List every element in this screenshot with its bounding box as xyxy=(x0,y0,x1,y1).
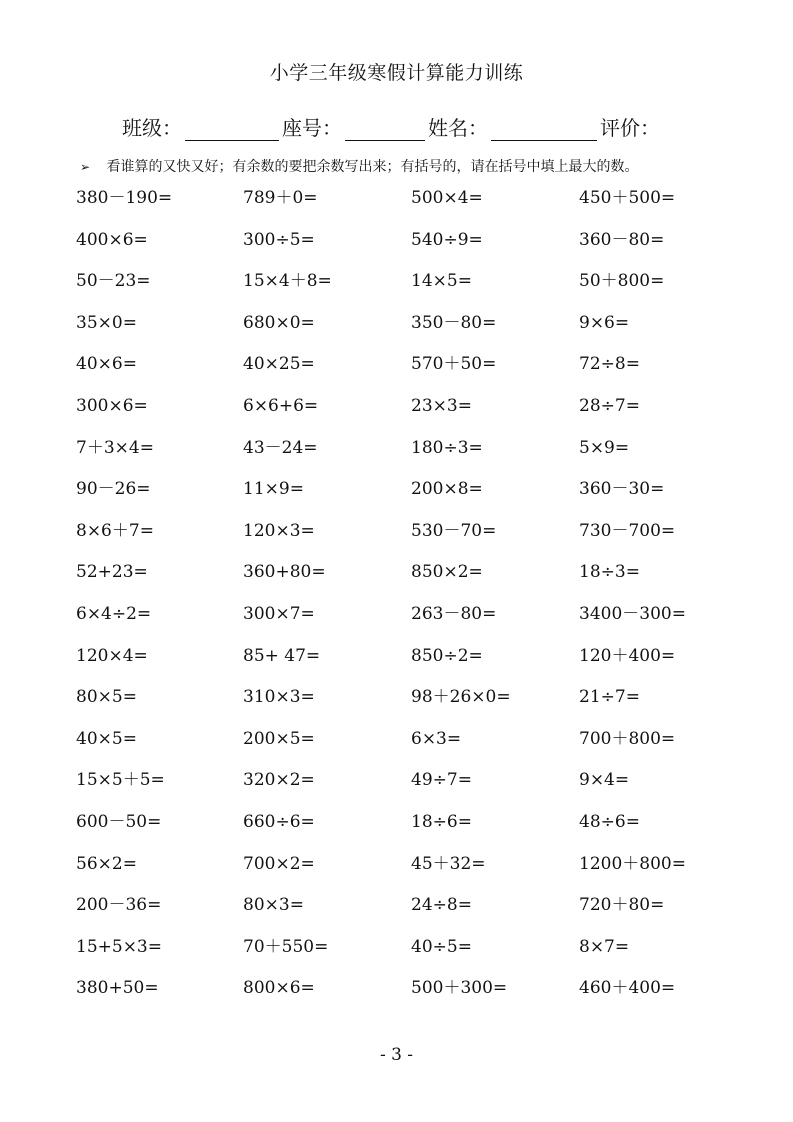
problem-item: 400×6= xyxy=(76,229,148,250)
problem-item: 680×0= xyxy=(243,312,315,333)
problem-item: 300×6= xyxy=(76,395,148,416)
problem-item: 800×6= xyxy=(243,978,315,999)
problem-item: 70＋550= xyxy=(243,936,329,957)
problem-item: 24÷8= xyxy=(411,895,472,916)
problem-item: 50＋800= xyxy=(579,271,665,292)
problem-item: 360－30= xyxy=(579,479,665,500)
problem-item: 540÷9= xyxy=(411,229,483,250)
problem-item: 11×9= xyxy=(243,479,304,500)
problem-item: 700＋800= xyxy=(579,728,676,749)
arrow-bullet-icon: ➢ xyxy=(80,160,91,174)
problem-item: 180÷3= xyxy=(411,437,483,458)
problem-item: 8×6＋7= xyxy=(76,520,154,541)
problem-item: 360－80= xyxy=(579,229,665,250)
class-blank[interactable] xyxy=(185,120,279,141)
problem-item: 9×4= xyxy=(579,770,630,791)
problem-item: 52+23= xyxy=(76,562,148,583)
problem-item: 1200＋800= xyxy=(579,853,686,874)
problem-item: 380－190= xyxy=(76,188,173,208)
problem-item: 850÷2= xyxy=(411,645,483,666)
problem-item: 40×25= xyxy=(243,354,315,375)
name-blank[interactable] xyxy=(491,120,597,141)
problem-item: 120×4= xyxy=(76,645,148,666)
problem-item: 3400－300= xyxy=(579,603,686,624)
page-number: - 3 - xyxy=(379,1045,414,1065)
problem-item: 120×3= xyxy=(243,520,315,541)
problem-item: 320×2= xyxy=(243,770,315,791)
problem-item: 80×5= xyxy=(76,687,137,708)
evaluation-label: 评价： xyxy=(600,116,660,140)
problem-item: 660÷6= xyxy=(243,811,315,832)
problem-item: 15×5＋5= xyxy=(76,770,165,791)
problem-item: 50－23= xyxy=(76,271,151,292)
problem-item: 35×0= xyxy=(76,312,137,333)
problem-item: 500×4= xyxy=(411,188,483,208)
problem-item: 570＋50= xyxy=(411,354,497,375)
problem-item: 263－80= xyxy=(411,603,497,624)
problem-item: 40×5= xyxy=(76,728,137,749)
problem-item: 360+80= xyxy=(243,562,326,583)
problem-item: 15+5×3= xyxy=(76,936,162,957)
instruction xyxy=(80,156,639,176)
problem-item: 90－26= xyxy=(76,479,151,500)
problem-item: 15×4＋8= xyxy=(243,271,332,292)
problem-item: 72÷8= xyxy=(579,354,640,375)
problem-item: 21÷7= xyxy=(579,687,640,708)
problem-item: 500＋300= xyxy=(411,978,508,999)
problem-item: 7＋3×4= xyxy=(76,437,154,458)
problem-item: 789＋0= xyxy=(243,188,318,208)
problem-item: 40÷5= xyxy=(411,936,472,957)
problem-item: 200×8= xyxy=(411,479,483,500)
problem-item: 310×3= xyxy=(243,687,315,708)
problem-item: 300÷5= xyxy=(243,229,315,250)
problem-item: 600－50= xyxy=(76,811,162,832)
problem-item: 6×6+6= xyxy=(243,395,319,416)
problem-item: 28÷7= xyxy=(579,395,640,416)
instruction-text: 看谁算的又快又好；有余数的要把余数写出来；有括号的，请在括号中填上最大的数。 xyxy=(106,159,639,175)
problem-item: 23×3= xyxy=(411,395,472,416)
problem-item: 5×9= xyxy=(579,437,630,458)
problem-item: 56×2= xyxy=(76,853,137,874)
seat-blank[interactable] xyxy=(345,120,425,141)
problem-item: 14×5= xyxy=(411,271,472,292)
problem-item: 8×7= xyxy=(579,936,630,957)
problem-item: 850×2= xyxy=(411,562,483,583)
problem-item: 18÷6= xyxy=(411,811,472,832)
problem-item: 450＋500= xyxy=(579,188,676,208)
problem-item: 43－24= xyxy=(243,437,318,458)
problem-item: 530－70= xyxy=(411,520,497,541)
problem-item: 730－700= xyxy=(579,520,676,541)
problem-item: 6×4÷2= xyxy=(76,603,152,624)
worksheet-title: 小学三年级寒假计算能力训练 xyxy=(269,62,524,84)
problem-item: 98＋26×0= xyxy=(411,687,511,708)
problem-item: 85+ 47= xyxy=(243,645,321,666)
problem-grid xyxy=(76,187,756,1019)
problem-item: 9×6= xyxy=(579,312,630,333)
name-label: 姓名： xyxy=(428,116,488,140)
problem-item: 460＋400= xyxy=(579,978,676,999)
problem-item: 6×3= xyxy=(411,728,462,749)
problem-item: 200×5= xyxy=(243,728,315,749)
problem-item: 48÷6= xyxy=(579,811,640,832)
seat-label: 座号： xyxy=(282,116,342,140)
problem-item: 120＋400= xyxy=(579,645,676,666)
problem-item: 80×3= xyxy=(243,895,304,916)
problem-item: 350－80= xyxy=(411,312,497,333)
problem-item: 700×2= xyxy=(243,853,315,874)
problem-item: 300×7= xyxy=(243,603,315,624)
problem-item: 18÷3= xyxy=(579,562,640,583)
problem-item: 40×6= xyxy=(76,354,137,375)
problem-item: 380+50= xyxy=(76,978,159,999)
class-label: 班级： xyxy=(122,116,182,140)
problem-item: 45＋32= xyxy=(411,853,486,874)
problem-item: 720＋80= xyxy=(579,895,665,916)
problem-item: 200－36= xyxy=(76,895,162,916)
problem-item: 49÷7= xyxy=(411,770,472,791)
student-info-row xyxy=(122,112,660,141)
